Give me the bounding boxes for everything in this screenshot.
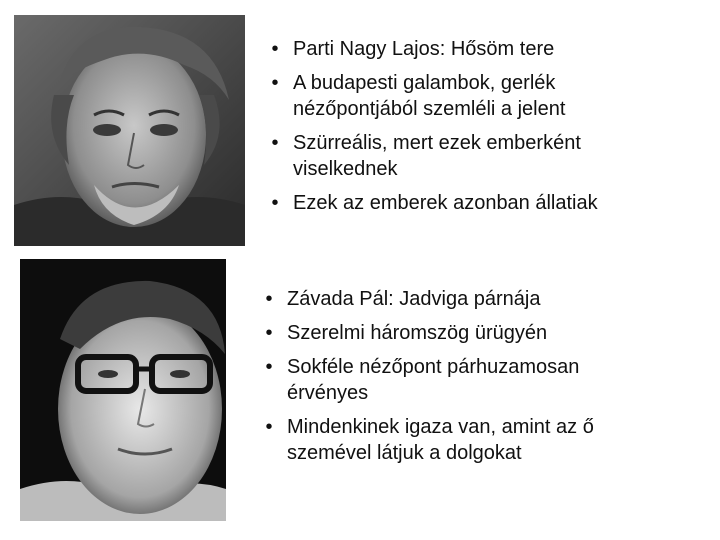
bullet-text: Parti Nagy Lajos: Hősöm tere <box>293 38 555 60</box>
bullet-text: Szürreális, mert ezek emberként viselkednek <box>293 132 581 180</box>
bullet-list-parti-nagy <box>265 36 645 224</box>
list-item <box>259 414 659 466</box>
list-item <box>265 70 645 122</box>
author-portrait-parti-nagy <box>14 15 245 246</box>
list-item <box>259 320 659 346</box>
bullet-marker: • <box>265 416 273 438</box>
bullet-text: Szerelmi háromszög ürügyén <box>287 322 548 344</box>
list-item <box>265 130 645 182</box>
bullet-marker: • <box>271 132 279 154</box>
bullet-marker: • <box>271 192 279 214</box>
bullet-marker: • <box>265 322 273 344</box>
bullet-text: A budapesti galambok, gerlék nézőpontjából szemléli a jelent <box>293 72 566 120</box>
list-item <box>259 354 659 406</box>
bullet-marker: • <box>271 38 279 60</box>
author-portrait-zavada <box>20 259 226 521</box>
portrait-image <box>20 259 226 521</box>
bullet-marker: • <box>271 72 279 94</box>
bullet-text: Mindenkinek igaza van, amint az ő szemével látjuk a dolgokat <box>287 416 594 464</box>
bullet-text: Sokféle nézőpont párhuzamosan érvényes <box>287 356 580 404</box>
bullet-list-zavada <box>259 286 659 474</box>
bullet-marker: • <box>265 288 273 310</box>
bullet-marker: • <box>265 356 273 378</box>
list-item <box>259 286 659 312</box>
bullet-text: Závada Pál: Jadviga párnája <box>287 288 541 310</box>
list-item <box>265 36 645 62</box>
list-item <box>265 190 645 216</box>
portrait-image <box>14 15 245 246</box>
bullet-text: Ezek az emberek azonban állatiak <box>293 192 598 214</box>
